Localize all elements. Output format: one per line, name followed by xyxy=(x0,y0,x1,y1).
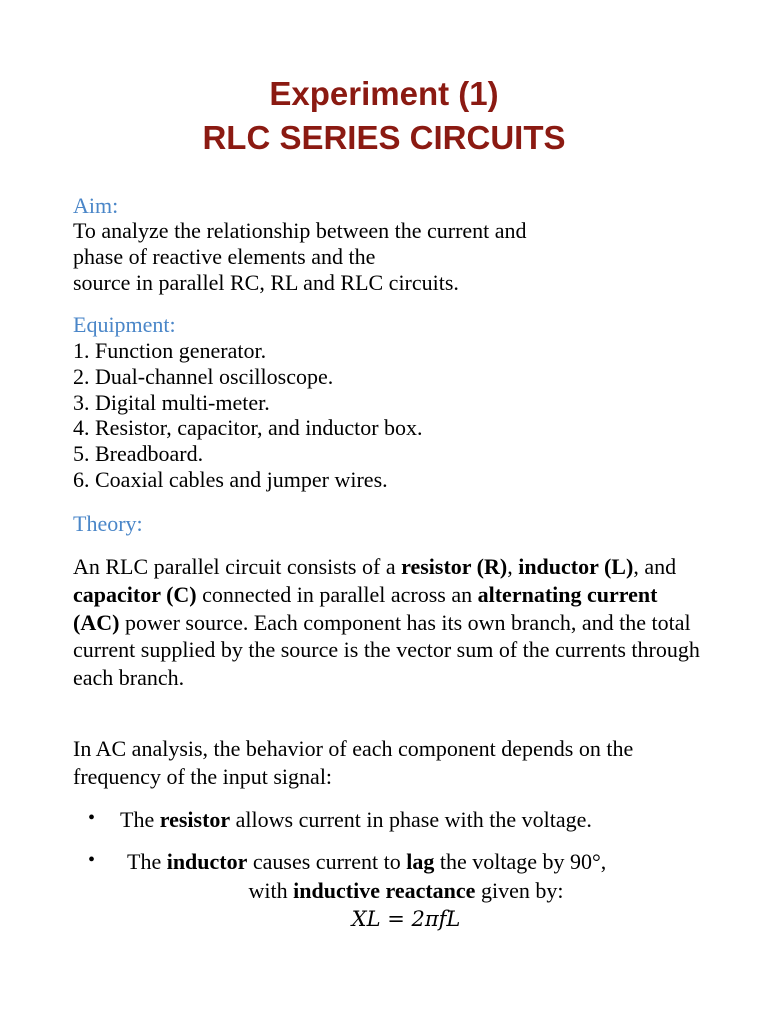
bullet-resistor xyxy=(120,807,592,833)
experiment-name-title: RLC SERIES CIRCUITS xyxy=(202,119,566,156)
text-run: the voltage by 90°, xyxy=(434,849,607,874)
aim-line: To analyze the relationship between the current and xyxy=(73,218,527,243)
theory-heading: Theory: xyxy=(73,511,143,536)
equipment-item: 5. Breadboard. xyxy=(73,441,204,467)
bold-term: alternating current (AC) xyxy=(73,581,658,635)
bold-term: inductor (L) xyxy=(518,554,634,579)
equipment-item: 1. Function generator. xyxy=(73,338,267,363)
text-run: , xyxy=(507,554,519,579)
bold-term: capacitor (C) xyxy=(73,581,197,607)
aim-line: source in parallel RC, RL and RLC circuits. xyxy=(73,269,459,295)
text-run: The xyxy=(120,807,160,832)
equipment-heading: Equipment: xyxy=(73,312,176,337)
equipment-item: 3. Digital multi-meter. xyxy=(73,389,270,415)
experiment-number-title: Experiment (1) xyxy=(269,75,499,112)
bullet-marker: • xyxy=(88,849,96,871)
bold-term: resistor xyxy=(159,807,231,832)
aim-line: phase of reactive elements and the xyxy=(73,243,376,269)
inductor-reactance-line xyxy=(0,877,768,905)
bold-term: lag xyxy=(406,849,435,874)
bold-term: inductor xyxy=(166,849,248,874)
text-run: allows current in phase with the voltage. xyxy=(230,807,592,832)
text-run: , and xyxy=(633,554,677,579)
equipment-item: 4. Resistor, capacitor, and inductor box. xyxy=(73,415,423,441)
equipment-item: 2. Dual-channel oscilloscope. xyxy=(73,363,334,389)
equipment-list xyxy=(73,338,423,493)
bullet-inductor xyxy=(127,849,606,875)
text-run: causes current to xyxy=(247,849,407,874)
text-run: The xyxy=(127,849,167,874)
text-run: power source. Each component has its own branch, and the total current supplied by the source is the vector sum of the currents through each branch. xyxy=(73,609,700,691)
aim-heading: Aim: xyxy=(73,193,119,218)
bullet-marker: • xyxy=(88,807,96,829)
equipment-item: 6. Coaxial cables and jumper wires. xyxy=(73,466,388,492)
bold-term: inductive reactance xyxy=(293,878,476,903)
text-run: connected in parallel across an xyxy=(196,581,478,607)
aim-text xyxy=(73,218,527,295)
text-run: with xyxy=(248,878,294,903)
text-run: An RLC parallel circuit consists of a xyxy=(73,554,402,579)
text-run: given by: xyxy=(475,878,564,903)
inductive-reactance-formula: XL = 2πfL xyxy=(351,907,461,931)
bold-term: resistor (R) xyxy=(401,554,508,579)
theory-paragraph-2: In AC analysis, the behavior of each component depends on the frequency of the input signal: xyxy=(73,736,634,789)
theory-paragraph-1 xyxy=(73,553,703,692)
